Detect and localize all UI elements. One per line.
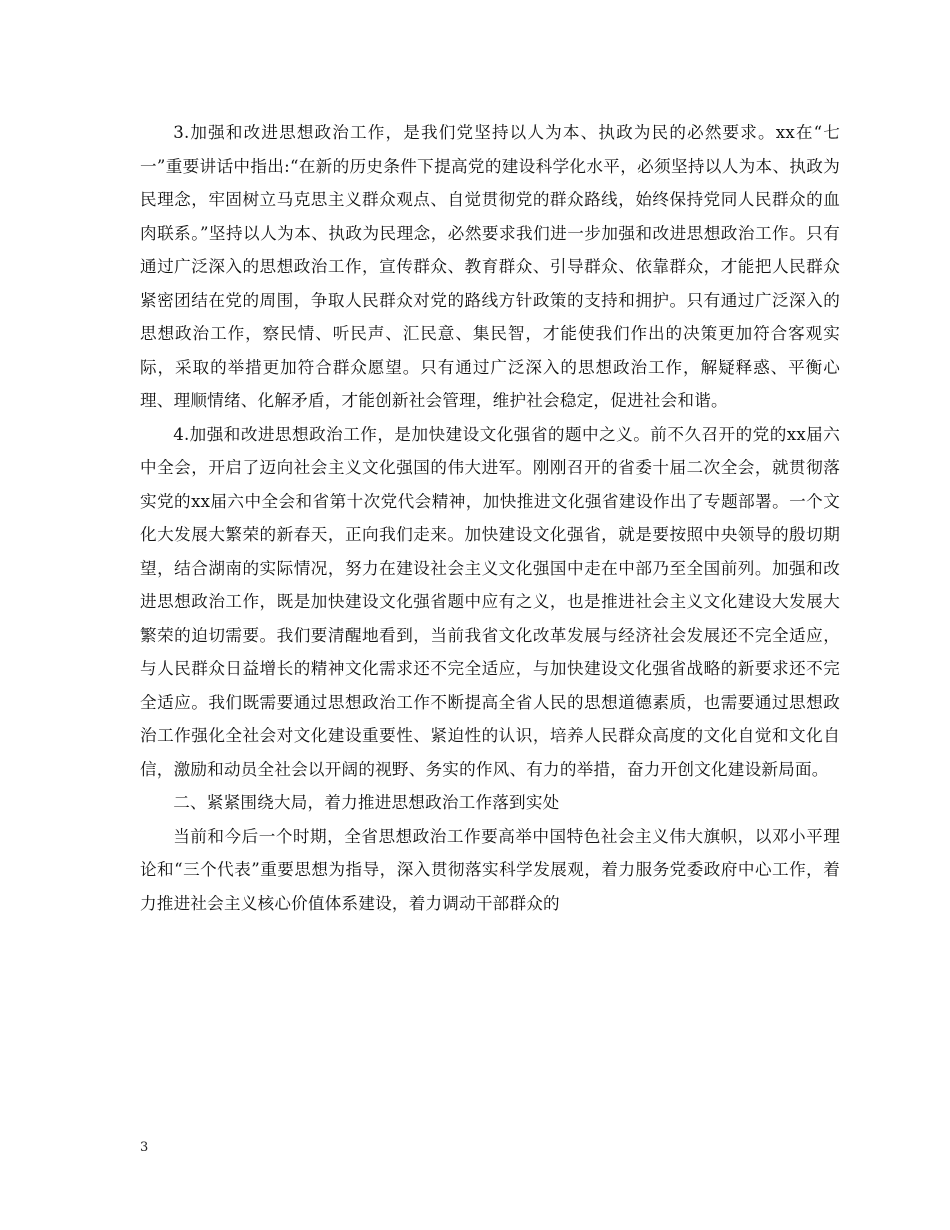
paragraph-3: 3.加强和改进思想政治工作，是我们党坚持以人为本、执政为民的必然要求。xx在“七一”重要讲话中指出:“在新的历史条件下提高党的建设科学化水平，必须坚持以人为本、执政为民理念，牢固树立马克思主义群众观点、自觉贯彻党的群众路线，始终保持党同人民群众的血肉联系。”坚持以人为本、执政为民理念，必然要求我们进一步加强和改进思想政治工作。只有通过广泛深入的思想政治工作，宣传群众、教育群众、引导群众、依靠群众，才能把人民群众紧密团结在党的周围，争取人民群众对党的路线方针政策的支持和拥护。只有通过广泛深入的思想政治工作，察民情、听民声、汇民意、集民智，才能使我们作出的决策更加符合客观实际，采取的举措更加符合群众愿望。只有通过广泛深入的思想政治工作，解疑释惑、平衡心理、理顺情绪、化解矛盾，才能创新社会管理，维护社会稳定，促进社会和谐。 bbox=[140, 123, 840, 410]
section-heading: 二、紧紧围绕大局，着力推进思想政治工作落到实处 bbox=[173, 793, 560, 812]
document-body bbox=[140, 116, 840, 920]
paragraph-4: 4.加强和改进思想政治工作，是加快建设文化强省的题中之义。前不久召开的党的xx届六中全会，开启了迈向社会主义文化强国的伟大进军。刚刚召开的省委十届二次全会，就贯彻落实党的xx届六中全会和省第十次党代会精神，加快推进文化强省建设作出了专题部署。一个文化大发展大繁荣的新春天，正向我们走来。加快建设文化强省，就是要按照中央领导的殷切期望，结合湖南的实际情况，努力在建设社会主义文化强国中走在中部乃至全国前列。加强和改进思想政治工作，既是加快建设文化强省题中应有之义，也是推进社会主义文化建设大发展大繁荣的迫切需要。我们要清醒地看到，当前我省文化改革发展与经济社会发展还不完全适应，与人民群众日益增长的精神文化需求还不完全适应，与加快建设文化强省战略的新要求还不完全适应。我们既需要通过思想政治工作不断提高全省人民的思想道德素质，也需要通过思想政治工作强化全社会对文化建设重要性、紧迫性的认识，培养人民群众高度的文化自觉和文化自信，激励和动员全社会以开阔的视野、务实的作风、有力的举措，奋力开创文化建设新局面。 bbox=[140, 424, 840, 779]
closing-paragraph: 当前和今后一个时期，全省思想政治工作要高举中国特色社会主义伟大旗帜，以邓小平理论和“三个代表”重要思想为指导，深入贯彻落实科学发展观，着力服务党委政府中心工作，着力推进社会主义核心价值体系建设，着力调动干部群众的 bbox=[140, 826, 840, 913]
page-number: 3 bbox=[140, 1140, 149, 1155]
